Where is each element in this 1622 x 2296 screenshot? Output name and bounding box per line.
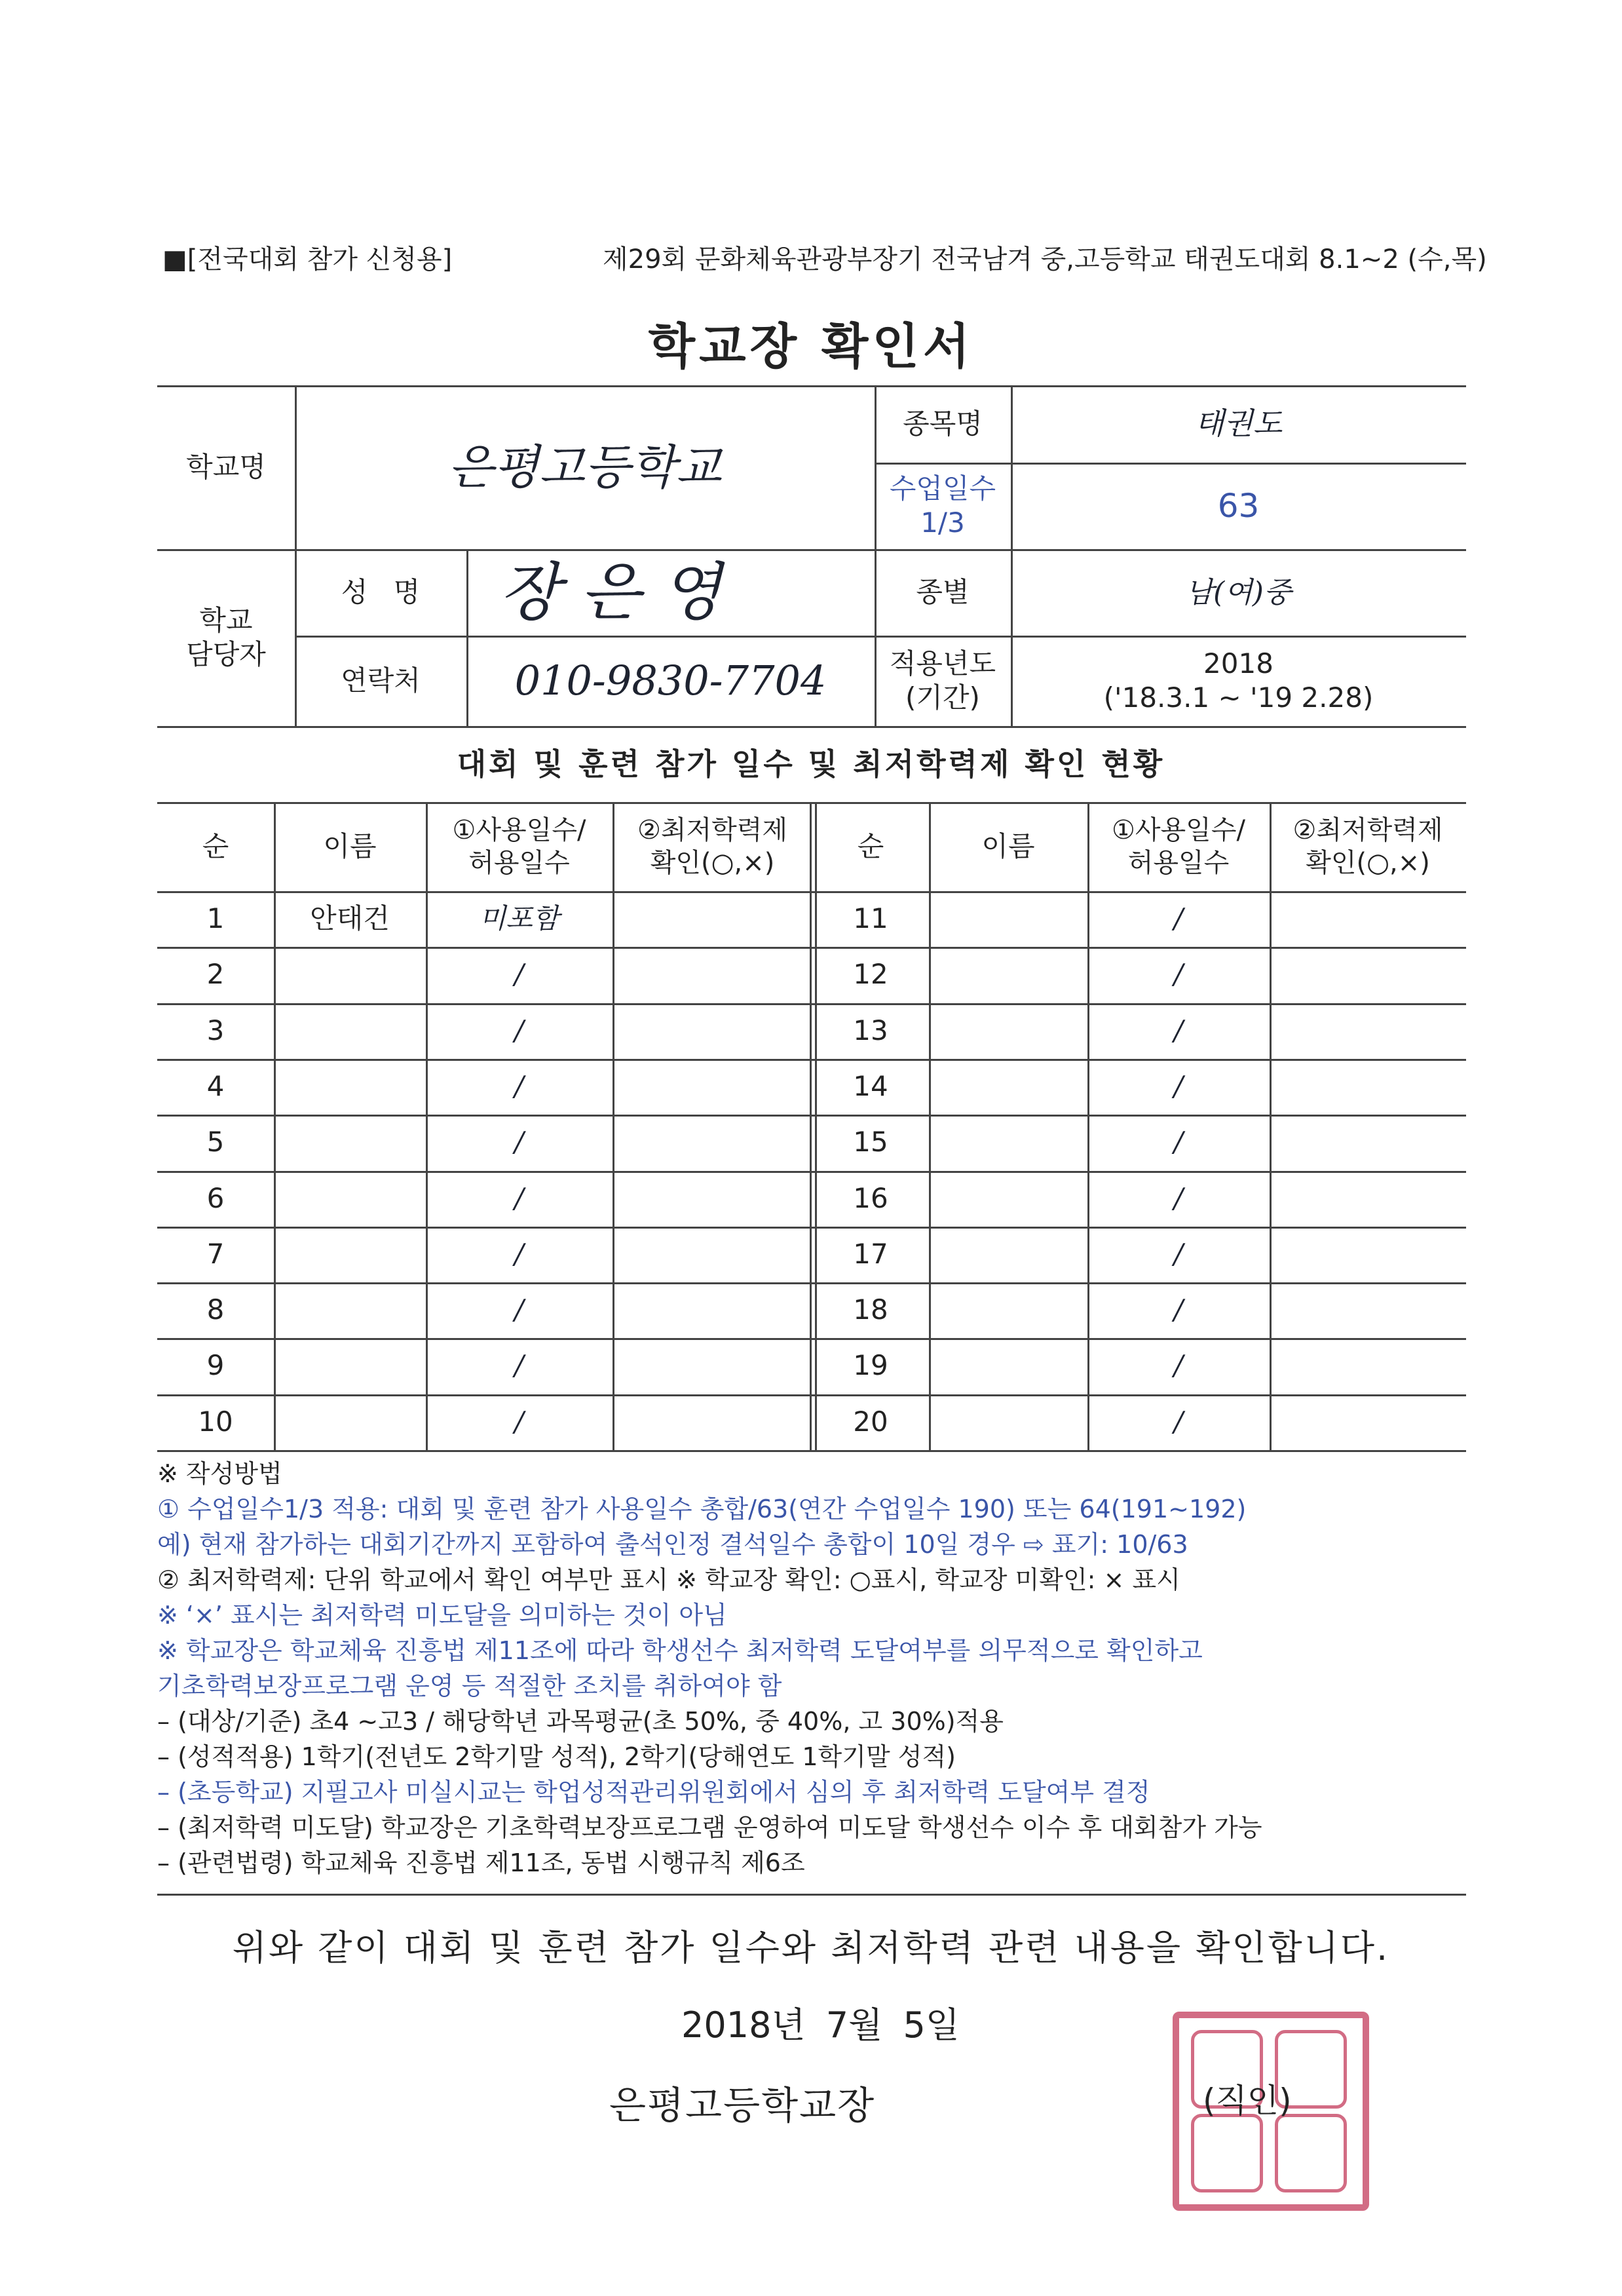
student-name-cell <box>929 1115 1087 1170</box>
used-days: / <box>514 1014 524 1047</box>
row-number: 14 <box>853 1070 888 1103</box>
instruction-line: 예) 현재 참가하는 대회기간까지 포함하여 출석인정 결석일수 총합이 10일 경우 ⇨ 표기: 10/63 <box>157 1530 1188 1559</box>
used-days-cell <box>1087 1115 1270 1170</box>
used-days: / <box>514 1406 524 1438</box>
row-number-cell <box>157 1394 274 1450</box>
row-number: 19 <box>853 1349 888 1382</box>
confirmation-statement: 위와 같이 대회 및 훈련 참가 일수와 최저학력 관련 내용을 확인합니다. <box>232 1927 1390 1968</box>
row-number-cell <box>157 1227 274 1282</box>
header-no: 순 <box>857 830 884 862</box>
row-number: 8 <box>206 1293 225 1326</box>
section-title: 대회 및 훈련 참가 일수 및 최저학력제 확인 현황 <box>457 746 1165 782</box>
staff-label-line1: 학교 <box>199 603 253 636</box>
row-number: 5 <box>206 1126 225 1158</box>
event-header: 제29회 문화체육관광부장기 전국남겨 중,고등학교 태권도대회 8.1~2 (수,목) <box>603 244 1487 275</box>
contact-label: 연락처 <box>341 664 421 697</box>
header-days-line1: ①사용일수/ <box>1112 815 1245 845</box>
student-name-cell <box>274 1059 426 1115</box>
student-name-cell <box>929 1227 1087 1282</box>
used-days-cell <box>1087 1227 1270 1282</box>
student-name-cell <box>929 1394 1087 1450</box>
used-days-cell <box>426 1171 613 1227</box>
instruction-line: – (대상/기준) 초4 ~고3 / 해당학년 과목평균(초 50%, 중 40%, 고 30%)적용 <box>157 1707 1004 1736</box>
min-academic-cell <box>613 1282 812 1338</box>
row-number-cell <box>157 1282 274 1338</box>
apply-year-label-line1: 적용년도 <box>889 647 996 679</box>
row-number-cell <box>812 1059 929 1115</box>
used-days-cell <box>426 1059 613 1115</box>
school-name-value: 은평고등학교 <box>447 440 722 495</box>
used-days: / <box>1173 1238 1184 1271</box>
header-days-line2: 허용일수 <box>468 848 570 878</box>
header-name <box>274 802 426 891</box>
gender-label: 종별 <box>916 575 970 608</box>
row-number: 7 <box>206 1238 225 1271</box>
student-name-cell <box>274 1171 426 1227</box>
row-number-cell <box>812 1338 929 1394</box>
instruction-line: ※ 작성방법 <box>157 1459 282 1488</box>
staff-name-label: 성 명 <box>341 575 421 608</box>
school-name-label: 학교명 <box>186 450 266 483</box>
min-academic-cell <box>1270 1282 1466 1338</box>
student-name-cell <box>274 1282 426 1338</box>
used-days-cell <box>426 1338 613 1394</box>
student-name-cell <box>274 1003 426 1059</box>
apply-year-label <box>875 636 1011 726</box>
row-number: 1 <box>206 902 225 935</box>
used-days-cell <box>1087 1003 1270 1059</box>
row-number: 17 <box>853 1238 888 1271</box>
used-days-cell <box>426 1115 613 1170</box>
instruction-line: ※ ‘×’ 표시는 최저학력 미도달을 의미하는 것이 아님 <box>157 1601 727 1630</box>
min-academic-cell <box>1270 1171 1466 1227</box>
student-name-cell <box>274 1338 426 1394</box>
row-number-cell <box>157 947 274 1003</box>
min-academic-cell <box>1270 947 1466 1003</box>
row-number: 12 <box>853 958 888 991</box>
used-days: / <box>1173 1014 1184 1047</box>
row-number: 9 <box>206 1349 225 1382</box>
header-name <box>929 802 1087 891</box>
document-title: 학교장 확인서 <box>648 318 974 375</box>
min-academic-cell <box>1270 1227 1466 1282</box>
used-days: / <box>514 1349 524 1382</box>
instruction-line: ② 최저학력제: 단위 학교에서 확인 여부만 표시 ※ 학교장 확인: ○표시, 학교장 미확인: × 표시 <box>157 1565 1180 1594</box>
row-number: 13 <box>853 1014 888 1047</box>
student-name-cell <box>929 1338 1087 1394</box>
used-days: / <box>514 1238 524 1271</box>
used-days-cell <box>1087 947 1270 1003</box>
instructions <box>157 1456 1494 1881</box>
instruction-line: – (최저학력 미도달) 학교장은 기초학력보장프로그램 운영하여 미도달 학생선수 이수 후 대회참가 가능 <box>157 1813 1262 1842</box>
instruction-line: ※ 학교장은 학교체육 진흥법 제11조에 따라 학생선수 최저학력 도달여부를 의무적으로 확인하고 <box>157 1636 1203 1665</box>
used-days: / <box>514 1070 524 1103</box>
event-label: 종목명 <box>903 407 983 440</box>
min-academic-cell <box>613 1394 812 1450</box>
used-days: / <box>514 1126 524 1158</box>
min-academic-cell <box>613 1059 812 1115</box>
used-days-cell <box>426 1394 613 1450</box>
gender-value: 남(여)중 <box>1185 575 1292 609</box>
header-name: 이름 <box>981 830 1035 862</box>
row-number-cell <box>812 1115 929 1170</box>
staff-label-line2: 담당자 <box>186 638 266 670</box>
used-days-cell <box>1087 1059 1270 1115</box>
row-number-cell <box>812 1282 929 1338</box>
student-name-cell <box>274 1115 426 1170</box>
row-number-cell <box>157 1059 274 1115</box>
instruction-line: – (관련법령) 학교체육 진흥법 제11조, 동법 시행규칙 제6조 <box>157 1848 805 1877</box>
used-days-cell <box>426 1227 613 1282</box>
student-name-cell <box>274 891 426 947</box>
header-min-line1: ②최저학력제 <box>637 815 788 845</box>
row-number: 20 <box>853 1406 888 1438</box>
used-days-cell <box>1087 1338 1270 1394</box>
min-academic-cell <box>613 1227 812 1282</box>
row-number: 4 <box>206 1070 225 1103</box>
form-type-label: ■[전국대회 참가 신청용] <box>162 244 453 275</box>
school-days-value: 63 <box>1217 486 1260 525</box>
header-min-line1: ②최저학력제 <box>1292 815 1443 845</box>
used-days-cell <box>426 1003 613 1059</box>
row-number-cell <box>812 1227 929 1282</box>
student-name-cell <box>929 1171 1087 1227</box>
school-days-label-line2: 1/3 <box>920 507 965 539</box>
instruction-line: – (초등학교) 지필고사 미실시교는 학업성적관리위원회에서 심의 후 최저학력 도달여부 결정 <box>157 1778 1150 1807</box>
student-name-cell <box>929 947 1087 1003</box>
student-name-cell <box>274 1394 426 1450</box>
row-number: 6 <box>206 1182 225 1215</box>
school-days-label-line1: 수업일수 <box>889 472 996 505</box>
seal-label: (직인) <box>1203 2082 1292 2120</box>
min-academic-cell <box>1270 1059 1466 1115</box>
row-number-cell <box>812 1171 929 1227</box>
used-days: / <box>1173 958 1184 991</box>
row-number-cell <box>157 1115 274 1170</box>
header-min-academic <box>613 802 812 891</box>
staff-name-value: 장 은 영 <box>499 556 722 629</box>
instruction-line: ① 수업일수1/3 적용: 대회 및 훈련 참가 사용일수 총합/63(연간 수업일수 190) 또는 64(191~192) <box>157 1495 1247 1523</box>
row-number-cell <box>157 1003 274 1059</box>
row-number-cell <box>812 1394 929 1450</box>
used-days-cell <box>1087 1171 1270 1227</box>
row-number-cell <box>812 891 929 947</box>
min-academic-cell <box>613 947 812 1003</box>
used-days-cell <box>1087 891 1270 947</box>
used-days: 미포함 <box>479 902 559 935</box>
student-name-cell <box>929 1282 1087 1338</box>
min-academic-cell <box>1270 891 1466 947</box>
min-academic-cell <box>613 1338 812 1394</box>
student-name-cell <box>929 1059 1087 1115</box>
min-academic-cell <box>1270 1115 1466 1170</box>
header-days-line2: 허용일수 <box>1127 848 1230 878</box>
apply-year-value <box>1011 636 1466 726</box>
instruction-line: – (성적적용) 1학기(전년도 2학기말 성적), 2학기(당해연도 1학기말 성적) <box>157 1742 956 1771</box>
row-number-cell <box>812 1003 929 1059</box>
used-days: / <box>514 1182 524 1215</box>
instruction-line: 기초학력보장프로그램 운영 등 적절한 조치를 취하여야 함 <box>157 1672 782 1700</box>
min-academic-cell <box>1270 1338 1466 1394</box>
header-days <box>1087 802 1270 891</box>
student-name-cell <box>274 947 426 1003</box>
used-days: / <box>1173 1293 1184 1326</box>
row-number: 2 <box>206 958 225 991</box>
row-number: 10 <box>198 1406 233 1438</box>
used-days: / <box>1173 1349 1184 1382</box>
apply-year-label-line2: (기간) <box>905 681 980 714</box>
contact-value: 010-9830-7704 <box>514 657 827 705</box>
used-days: / <box>1173 1406 1184 1438</box>
min-academic-cell <box>613 1115 812 1170</box>
used-days-cell <box>1087 1394 1270 1450</box>
principal-title: 은평고등학교장 <box>609 2083 876 2128</box>
row-number: 3 <box>206 1014 225 1047</box>
header-no <box>157 802 274 891</box>
row-number: 16 <box>853 1182 888 1215</box>
row-number-cell <box>157 1171 274 1227</box>
student-name-cell <box>929 891 1087 947</box>
row-number: 18 <box>853 1293 888 1326</box>
min-academic-cell <box>1270 1003 1466 1059</box>
used-days: / <box>1173 1182 1184 1215</box>
header-no: 순 <box>202 830 229 862</box>
used-days-cell <box>426 891 613 947</box>
student-name-cell <box>929 1003 1087 1059</box>
header-min-line2: 확인(○,×) <box>650 848 775 878</box>
event-value: 태권도 <box>1194 406 1283 442</box>
apply-period: ('18.3.1 ~ '19 2.28) <box>1103 681 1374 714</box>
row-number-cell <box>157 1338 274 1394</box>
header-min-line2: 확인(○,×) <box>1306 848 1430 878</box>
staff-label <box>157 549 295 726</box>
used-days-cell <box>426 1282 613 1338</box>
used-days-cell <box>426 947 613 1003</box>
min-academic-cell <box>613 891 812 947</box>
row-number: 11 <box>853 902 888 935</box>
used-days: / <box>1173 902 1184 935</box>
header-days-line1: ①사용일수/ <box>452 815 586 845</box>
used-days: / <box>514 1293 524 1326</box>
min-academic-cell <box>1270 1394 1466 1450</box>
student-name-cell <box>274 1227 426 1282</box>
header-no <box>812 802 929 891</box>
row-number-cell <box>157 891 274 947</box>
header-name: 이름 <box>323 830 377 862</box>
header-days <box>426 802 613 891</box>
school-days-label <box>875 463 1011 549</box>
used-days: / <box>1173 1070 1184 1103</box>
header-min-academic <box>1270 802 1466 891</box>
student-name: 안태건 <box>310 902 390 935</box>
row-number-cell <box>812 947 929 1003</box>
min-academic-cell <box>613 1171 812 1227</box>
used-days: / <box>514 958 524 991</box>
min-academic-cell <box>613 1003 812 1059</box>
apply-year: 2018 <box>1203 647 1273 679</box>
row-number: 15 <box>853 1126 888 1158</box>
used-days: / <box>1173 1126 1184 1158</box>
document-date: 2018년 7월 5일 <box>681 2004 960 2046</box>
used-days-cell <box>1087 1282 1270 1338</box>
